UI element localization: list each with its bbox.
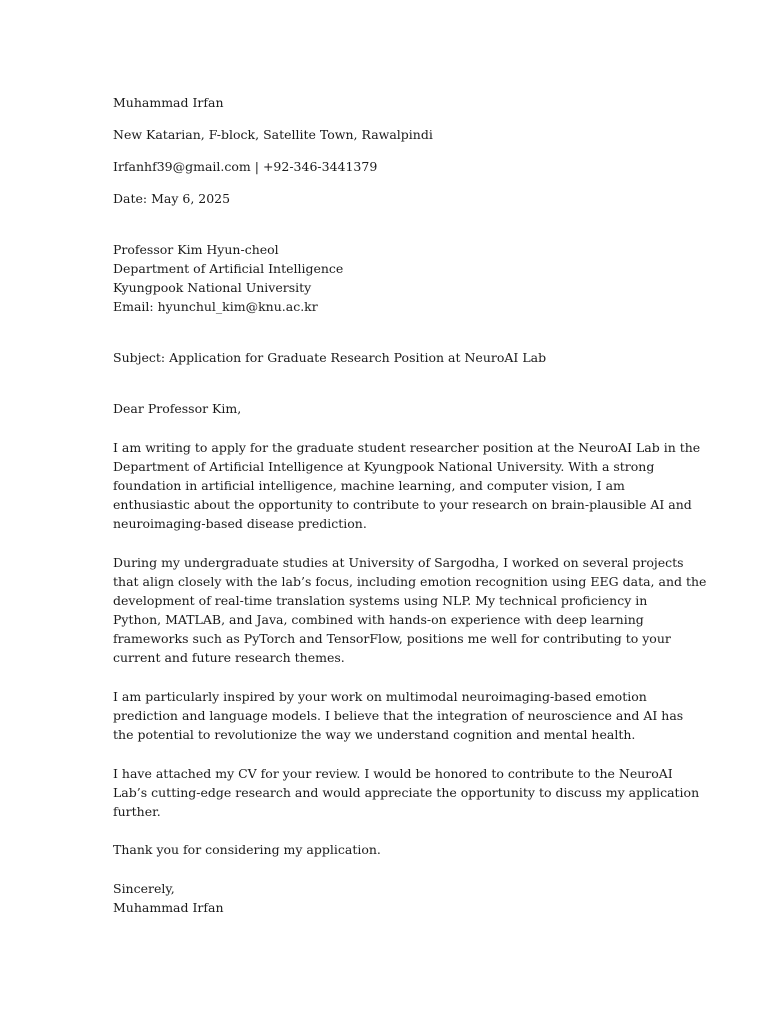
salutation: Dear Professor Kim, bbox=[113, 401, 242, 416]
paragraph-2-line: During my undergraduate studies at University of Sargodha, I worked on several projects bbox=[113, 555, 684, 570]
paragraph-3-line: I am particularly inspired by your work on multimodal neuroimaging-based emotion bbox=[113, 689, 647, 704]
paragraph-2-line: Python, MATLAB, and Java, combined with hands-on experience with deep learning bbox=[113, 612, 644, 627]
recipient-name: Professor Kim Hyun-cheol bbox=[113, 242, 279, 257]
paragraph-3-line: prediction and language models. I believe that the integration of neuroscience and AI has bbox=[113, 708, 684, 723]
paragraph-1-line: enthusiastic about the opportunity to contribute to your research on brain-plausible AI and bbox=[113, 497, 692, 512]
paragraph-2-line: that align closely with the lab’s focus, including emotion recognition using EEG data, and the bbox=[113, 574, 707, 589]
thanks-line: Thank you for considering my application. bbox=[113, 842, 381, 857]
recipient-email: Email: hyunchul_kim@knu.ac.kr bbox=[113, 299, 318, 314]
recipient-university: Kyungpook National University bbox=[113, 280, 312, 295]
recipient-department: Department of Artificial Intelligence bbox=[113, 261, 344, 276]
sender-contact: Irfanhf39@gmail.com | +92-346-3441379 bbox=[113, 159, 378, 174]
paragraph-4-line: I have attached my CV for your review. I would be honored to contribute to the NeuroAI bbox=[113, 766, 673, 781]
paragraph-1-line: neuroimaging-based disease prediction. bbox=[113, 516, 367, 531]
signature: Muhammad Irfan bbox=[113, 900, 224, 915]
paragraph-2-line: development of real-time translation systems using NLP. My technical proficiency in bbox=[113, 593, 648, 608]
sender-name: Muhammad Irfan bbox=[113, 95, 224, 110]
paragraph-1-line: Department of Artificial Intelligence at Kyungpook National University. With a strong bbox=[113, 459, 655, 474]
sender-address: New Katarian, F-block, Satellite Town, Rawalpindi bbox=[113, 127, 433, 142]
letter-date: Date: May 6, 2025 bbox=[113, 191, 231, 206]
paragraph-3-line: the potential to revolutionize the way we understand cognition and mental health. bbox=[113, 727, 636, 742]
paragraph-2-line: current and future research themes. bbox=[113, 650, 345, 665]
closing: Sincerely, bbox=[113, 881, 175, 896]
paragraph-4-line: Lab’s cutting-edge research and would appreciate the opportunity to discuss my application bbox=[113, 785, 700, 800]
subject-line: Subject: Application for Graduate Research Position at NeuroAI Lab bbox=[113, 350, 547, 365]
paragraph-1-line: I am writing to apply for the graduate student researcher position at the NeuroAI Lab in the bbox=[113, 440, 701, 455]
paragraph-2-line: frameworks such as PyTorch and TensorFlow, positions me well for contributing to your bbox=[113, 631, 671, 646]
paragraph-1-line: foundation in artificial intelligence, machine learning, and computer vision, I am bbox=[113, 478, 625, 493]
paragraph-4-line: further. bbox=[113, 804, 161, 819]
